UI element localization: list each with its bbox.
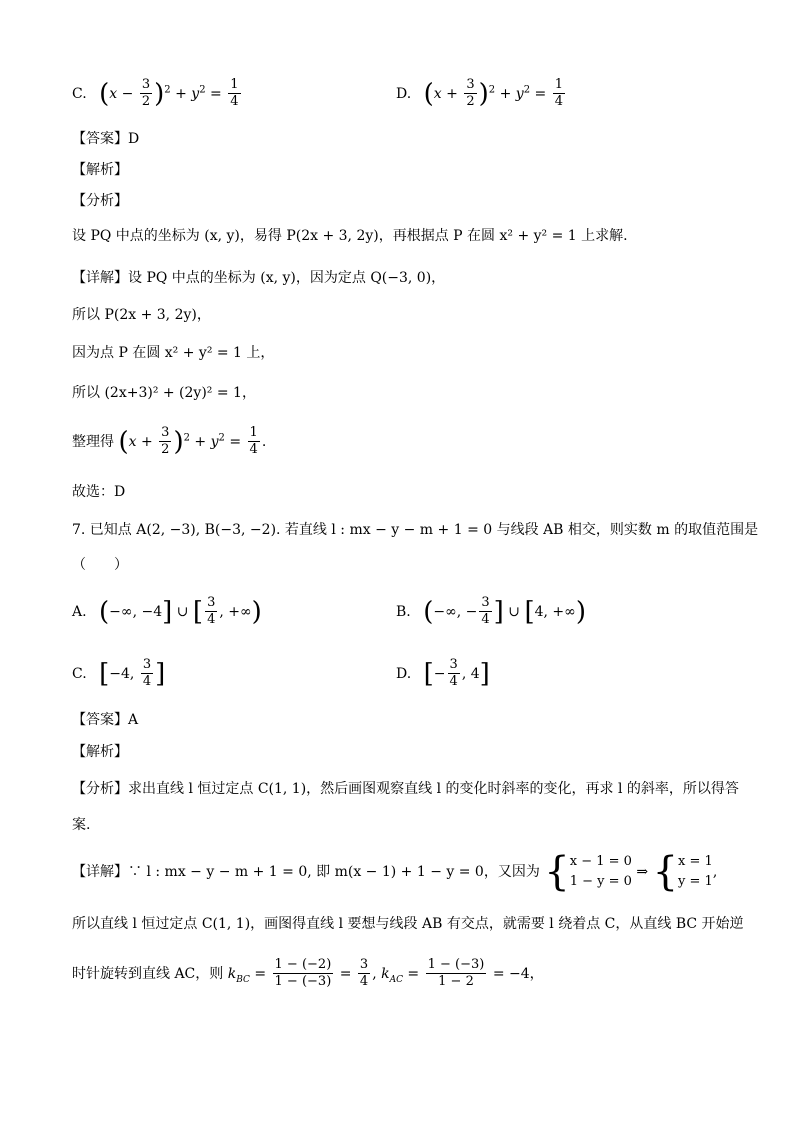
option-7a: [72, 596, 262, 628]
option-7d-formula: [− $\frac{3}{4}$ , 4]: [423, 657, 490, 690]
step-6-3: 因为点 P 在圆 x² + y² = 1 上，: [72, 345, 275, 361]
option-d-formula: (x + $\frac{3}{2}$ )$^2 + y^2$ = $\frac{1}{4}$: [423, 77, 564, 110]
xiangjie-6: 【详解】设 PQ 中点的坐标为 (x, y)，因为定点 Q(−3, 0)，: [72, 270, 446, 286]
option-7c-label: C.: [72, 665, 87, 682]
step-7-slopes: [72, 958, 544, 990]
option-7a-label: A.: [72, 603, 87, 620]
step-6-4: 所以 (2x+3)² + (2y)² = 1，: [72, 385, 256, 401]
answer-7: 【答案】A: [72, 712, 139, 728]
answer-6: 【答案】D: [72, 131, 140, 147]
step-6-5-formula: (x + $\frac{3}{2}$ )$^2 + y^2$ = $\frac{1}{4}$ .: [118, 425, 267, 458]
step-7-slopes-text: 时针旋转到直线 AC，则: [72, 965, 224, 982]
question-7-stem: 7. 已知点 A(2, −3), B(−3, −2). 若直线 l : mx − y − m + 1 = 0 与线段 AB 相交，则实数 m 的取值范围是: [72, 522, 759, 538]
xiangjie-7: 【详解】∵ l : mx − y − m + 1 = 0, 即 m(x − 1) + 1 − y = 0，又因为 { x − 1 = 0 1 − y = 0 ⇒ { x = 1 y = 1 ,: [72, 849, 718, 896]
option-7b: [396, 596, 586, 628]
option-7a-formula: (−∞, −4] ∪ [ $\frac{3}{4}$ , +∞): [99, 595, 262, 628]
option-d: [396, 78, 567, 110]
option-7d: [396, 658, 490, 690]
step-6-2: 所以 P(2x + 3, 2y)，: [72, 307, 211, 323]
jiexi-7: 【解析】: [72, 744, 128, 760]
xiangjie-7-text: 【详解】∵ l : mx − y − m + 1 = 0, 即 m(x − 1) + 1 − y = 0，又因为: [72, 864, 540, 881]
slope-formula: $k_{BC}$ = $\frac{1 - (-2)}{1 - (-3)}$ = $\frac{3}{4}$ , $k_{AC}$ = $\frac{1 - (-3)}{1 - 2}$ = −4，: [227, 957, 544, 990]
option-c: [72, 78, 243, 110]
option-7b-label: B.: [396, 603, 411, 620]
step-7-fixed-point: 所以直线 l 恒过定点 C(1, 1)，画图得直线 l 要想与线段 AB 有交点，就需要 l 绕着点 C，从直线 BC 开始逆: [72, 916, 744, 932]
system-1: x − 1 = 0 1 − y = 0: [569, 854, 632, 890]
question-7-paren: （ ）: [72, 557, 128, 573]
guxuan-6: 故选：D: [72, 484, 126, 500]
option-7c: [72, 658, 165, 690]
jiexi-6: 【解析】: [72, 162, 128, 178]
option-d-label: D.: [396, 85, 412, 102]
step-6-5-prefix: 整理得: [72, 433, 114, 450]
option-c-formula: (x − $\frac{3}{2}$ )$^2 + y^2$ = $\frac{1}{4}$: [99, 77, 239, 110]
option-c-label: C.: [72, 85, 87, 102]
option-7c-formula: [−4, $\frac{3}{4}$ ]: [99, 657, 166, 690]
system-2: x = 1 y = 1: [678, 854, 713, 890]
step-6-5: [72, 426, 266, 458]
fenxi-7-cont: 案.: [72, 817, 91, 833]
fenxi-6: 设 PQ 中点的坐标为 (x, y)，易得 P(2x + 3, 2y)，再根据点 P 在圆 x² + y² = 1 上求解.: [72, 228, 628, 244]
option-7d-label: D.: [396, 665, 412, 682]
fenxi-tag-6: 【分析】: [72, 193, 128, 209]
option-7b-formula: (−∞, − $\frac{3}{4}$ ] ∪ [4, +∞): [423, 595, 586, 628]
fenxi-7: 【分析】求出直线 l 恒过定点 C(1, 1)，然后画图观察直线 l 的变化时斜率的变化，再求 l 的斜率，所以得答: [72, 781, 739, 797]
